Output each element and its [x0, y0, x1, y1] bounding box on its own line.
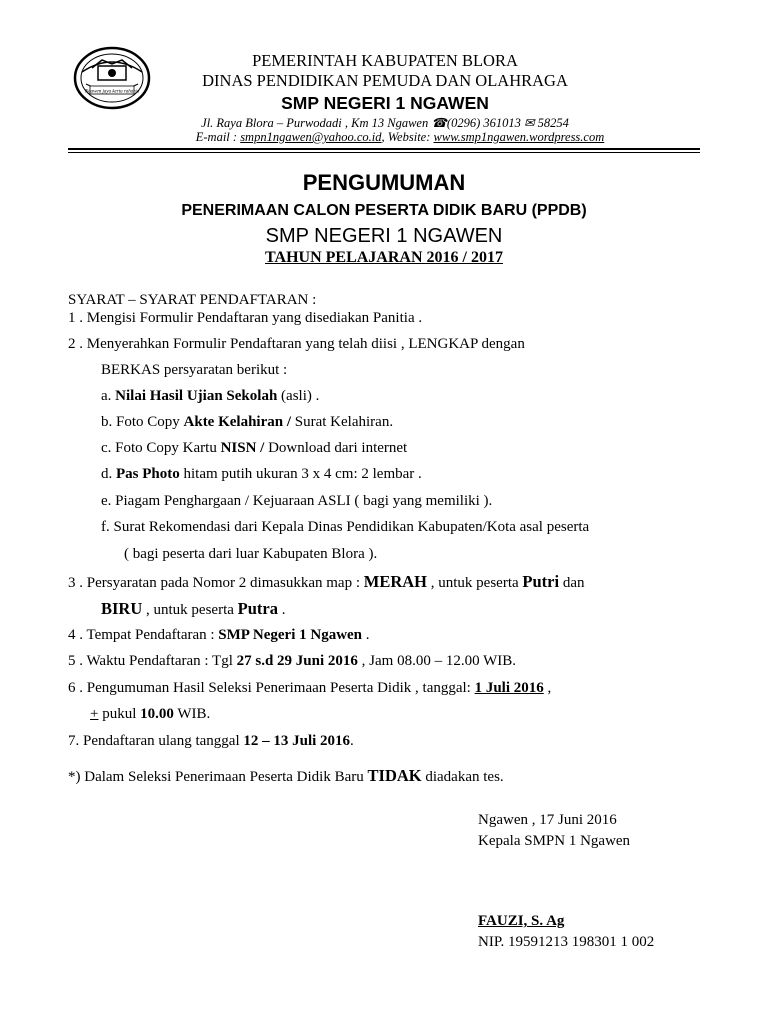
- academic-year: TAHUN PELAJARAN 2016 / 2017: [265, 249, 503, 266]
- announcement-school: SMP NEGERI 1 NGAWEN: [265, 225, 503, 247]
- requirement-3-line2: BIRU , untuk peserta Putra .: [101, 599, 286, 618]
- government-name: PEMERINTAH KABUPATEN BLORA: [252, 51, 518, 70]
- requirement-2-line1: 2 . Menyerahkan Formulir Pendaftaran yang telah diisi , LENGKAP dengan: [68, 336, 525, 352]
- selection-note: *) Dalam Seleksi Penerimaan Peserta Didik Baru TIDAK diadakan tes.: [68, 766, 504, 785]
- letterhead-divider: [68, 148, 700, 150]
- requirement-2c: c. Foto Copy Kartu NISN / Download dari internet: [101, 440, 408, 456]
- department-name: DINAS PENDIDIKAN PEMUDA DAN OLAHRAGA: [202, 71, 568, 90]
- requirement-6-line2: + pukul 10.00 WIB.: [90, 706, 211, 722]
- requirement-2a: a. Nilai Hasil Ujian Sekolah (asli) .: [101, 388, 320, 404]
- signatory-position: Kepala SMPN 1 Ngawen: [478, 833, 631, 849]
- announcement-subheading: PENERIMAAN CALON PESERTA DIDIK BARU (PPDB): [181, 202, 587, 219]
- requirement-3-line1: 3 . Persyaratan pada Nomor 2 dimasukkan map : MERAH , untuk peserta Putri dan: [68, 572, 585, 591]
- contact-line: E-mail : smpn1ngawen@yahoo.co.id, Website: www.smp1ngawen.wordpress.com: [195, 130, 605, 144]
- section-title: SYARAT – SYARAT PENDAFTARAN :: [68, 292, 317, 308]
- requirement-2f-line1: f. Surat Rekomendasi dari Kepala Dinas Pendidikan Kabupaten/Kota asal peserta: [101, 519, 590, 535]
- email-link[interactable]: smpn1ngawen@yahoo.co.id: [240, 130, 382, 144]
- requirement-1: 1 . Mengisi Formulir Pendaftaran yang disediakan Panitia .: [68, 310, 423, 326]
- requirement-2d: d. Pas Photo hitam putih ukuran 3 x 4 cm: 2 lembar .: [101, 466, 422, 482]
- requirement-5: 5 . Waktu Pendaftaran : Tgl 27 s.d 29 Juni 2016 , Jam 08.00 – 12.00 WIB.: [68, 653, 516, 669]
- district-logo-icon: [72, 42, 152, 112]
- requirement-7: 7. Pendaftaran ulang tanggal 12 – 13 Juli 2016.: [68, 733, 354, 749]
- letterhead-school-name: SMP NEGERI 1 NGAWEN: [281, 93, 489, 113]
- letterhead-divider-thin: [68, 152, 700, 153]
- website-link[interactable]: www.smp1ngawen.wordpress.com: [433, 130, 605, 144]
- school-address: Jl. Raya Blora – Purwodadi , Km 13 Ngawen ☎(0296) 361013 ✉ 58254: [201, 116, 569, 130]
- announcement-heading: PENGUMUMAN: [302, 170, 466, 195]
- requirement-4: 4 . Tempat Pendaftaran : SMP Negeri 1 Ngawen .: [68, 627, 370, 643]
- requirement-6-line1: 6 . Pengumuman Hasil Seleksi Penerimaan Peserta Didik , tanggal: 1 Juli 2016 ,: [68, 680, 552, 696]
- requirement-2-line2: BERKAS persyaratan berikut :: [101, 362, 288, 378]
- place-date: Ngawen , 17 Juni 2016: [478, 812, 617, 828]
- signatory-name: FAUZI, S. Ag: [478, 913, 565, 929]
- requirement-2f-line2: ( bagi peserta dari luar Kabupaten Blora ).: [124, 546, 378, 562]
- logo-motto-text: Ngawen jaya kerta raharja: [84, 89, 140, 95]
- signatory-nip: NIP. 19591213 198301 1 002: [478, 934, 655, 950]
- requirement-2b: b. Foto Copy Akte Kelahiran / Surat Kelahiran.: [101, 414, 394, 430]
- requirement-2e: e. Piagam Penghargaan / Kejuaraan ASLI ( bagi yang memiliki ).: [101, 493, 493, 509]
